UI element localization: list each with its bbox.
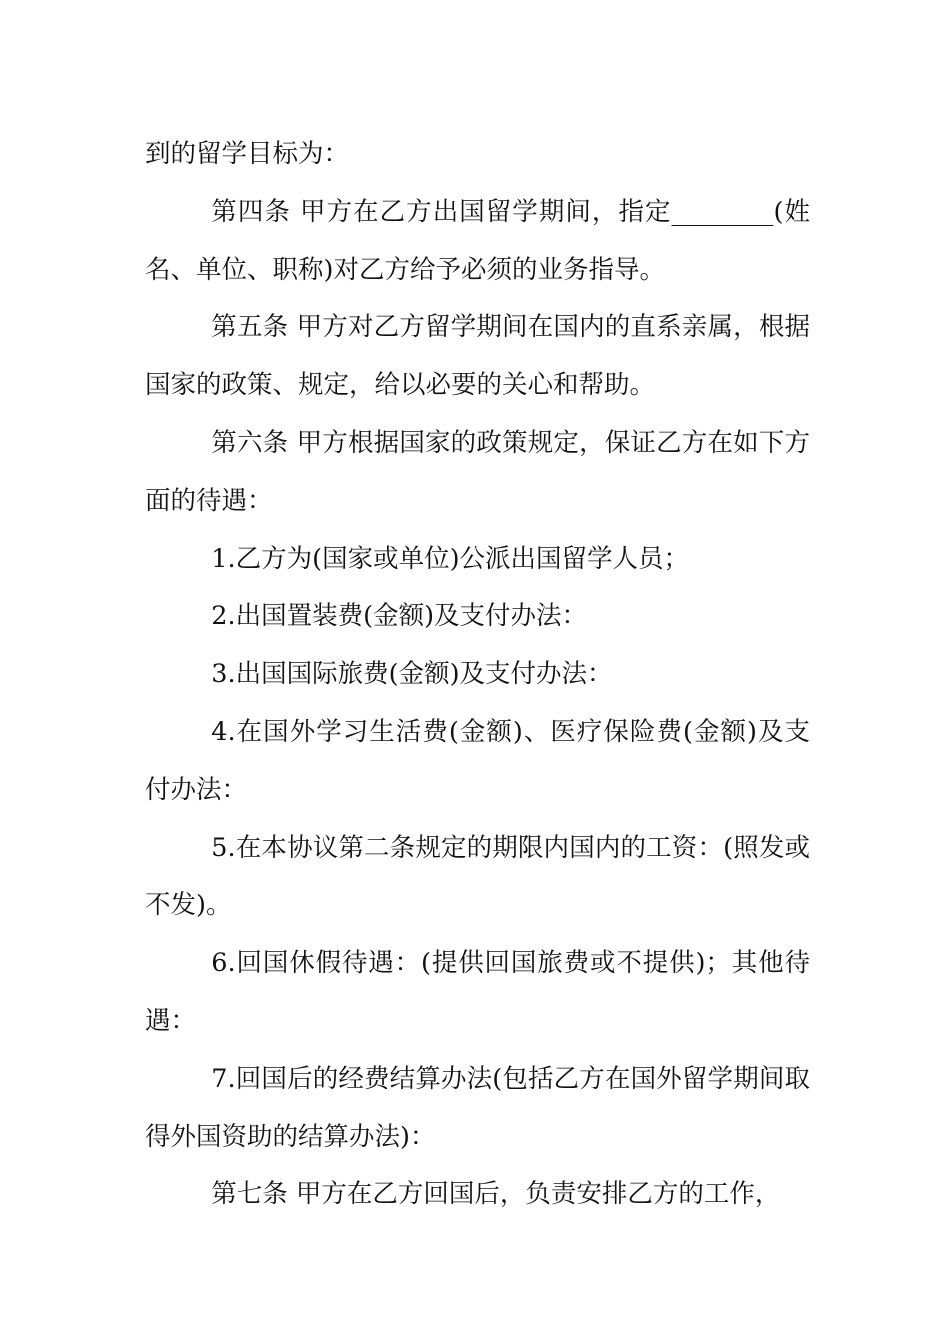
paragraph-article-4: 第四条 甲方在乙方出国留学期间，指定________(姓名、单位、职称)对乙方给予必须的业务指导。 <box>145 196 810 285</box>
document-body <box>145 126 810 1224</box>
paragraph-continuation: 到的留学目标为： <box>145 139 350 169</box>
list-item-5: 5.在本协议第二条规定的期限内国内的工资：(照发或不发)。 <box>145 832 810 921</box>
paragraph-article-6: 第六条 甲方根据国家的政策规定，保证乙方在如下方面的待遇： <box>145 427 810 516</box>
list-item-4: 4.在国外学习生活费(金额)、医疗保险费(金额)及支付办法： <box>145 716 810 805</box>
list-item-7: 7.回国后的经费结算办法(包括乙方在国外留学期间取得外国资助的结算办法)： <box>145 1063 810 1152</box>
list-item-2: 2.出国置装费(金额)及支付办法： <box>211 601 588 632</box>
paragraph-article-7: 第七条 甲方在乙方回国后，负责安排乙方的工作， <box>211 1179 781 1210</box>
paragraph-article-5: 第五条 甲方对乙方留学期间在国内的直系亲属，根据国家的政策、规定，给以必要的关心和帮助。 <box>145 312 810 401</box>
list-item-3: 3.出国国际旅费(金额)及支付办法： <box>211 659 613 690</box>
list-item-1: 1.乙方为(国家或单位)公派出国留学人员； <box>211 543 690 574</box>
list-item-6: 6.回国休假待遇：(提供回国旅费或不提供)；其他待遇： <box>145 948 810 1036</box>
